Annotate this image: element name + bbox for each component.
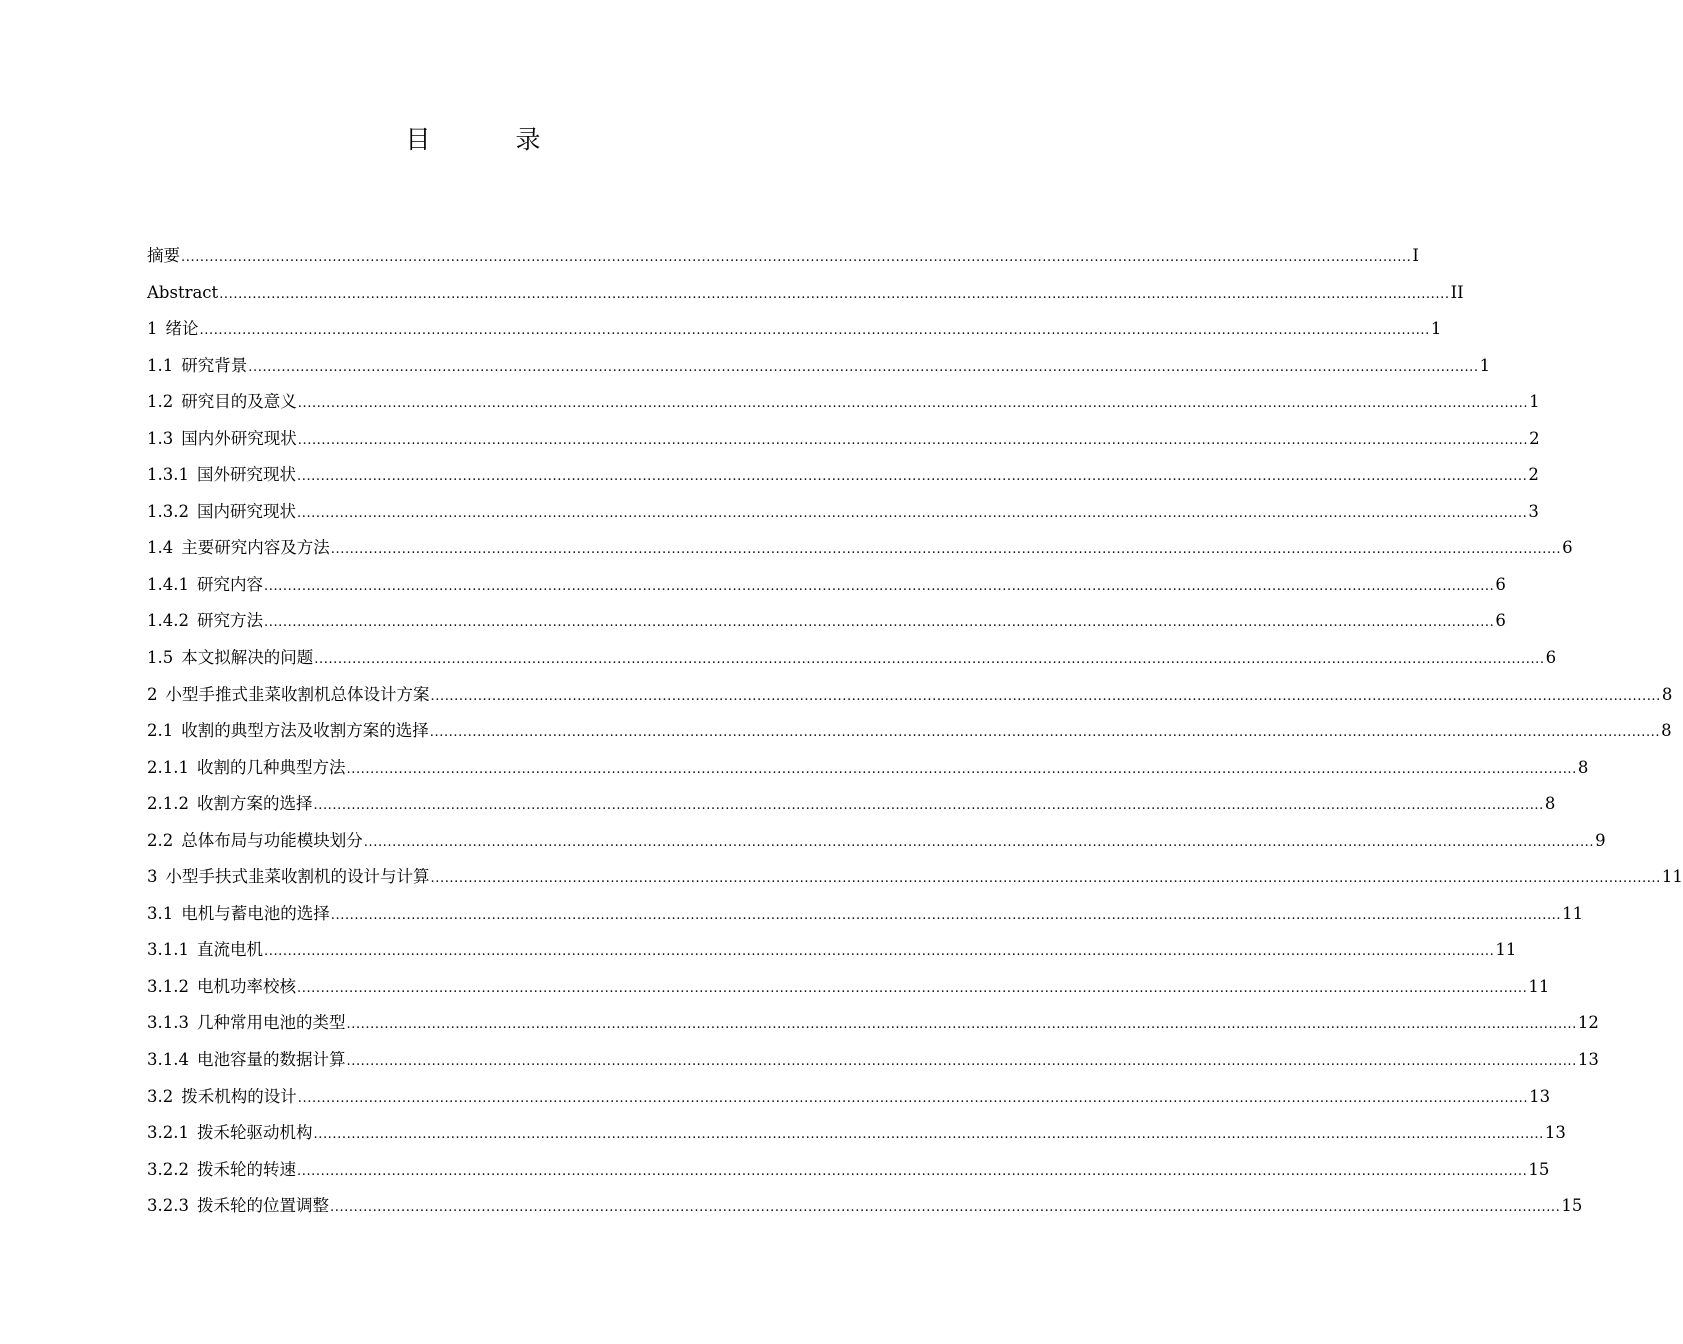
toc-entry-number: 3.2.1 [147,1123,189,1143]
toc-entry-page-number: 15 [1528,1159,1550,1179]
toc-entry-title: 本文拟解决的问题 [181,648,314,668]
dot-leader: .................................................................................................................................................................................................................................................................... [313,798,1544,814]
toc-entry-page-number: 8 [1661,684,1673,704]
toc-entry-title: 国内外研究现状 [181,428,297,448]
toc-entry[interactable] [147,348,1491,385]
toc-entry-title: 小型手推式韭菜收割机总体设计方案 [165,684,430,704]
dot-leader: .................................................................................................................................................................................................................................................................... [329,1200,1561,1216]
toc-entry[interactable] [147,384,1540,421]
toc-entry-page-number: 13 [1529,1086,1551,1106]
dot-leader: .................................................................................................................................................................................................................................................................... [199,323,1430,339]
toc-entry-number: 3.1.3 [147,1013,189,1033]
toc-entry-title: 拨禾机构的设计 [181,1086,297,1106]
toc-entry[interactable] [147,896,1584,933]
toc-entry[interactable] [147,603,1506,640]
dot-leader: .................................................................................................................................................................................................................................................................... [296,505,1528,521]
toc-entry-page-number: 2 [1529,428,1540,448]
toc-entry-number: 3.2 [147,1086,174,1106]
dot-leader: .................................................................................................................................................................................................................................................................... [297,396,1529,412]
toc-entry-page-number: 2 [1528,465,1539,485]
toc-entry-number: 2 [147,684,158,704]
dot-leader: .................................................................................................................................................................................................................................................................... [363,834,1595,850]
toc-entry-page-number: 13 [1544,1123,1566,1143]
toc-entry-title: 研究方法 [196,611,263,631]
toc-entry-number: 2.2 [147,830,174,850]
toc-entry[interactable] [147,275,1464,312]
dot-leader: .................................................................................................................................................................................................................................................................... [181,250,1412,265]
toc-entry-page-number: 11 [1661,867,1683,887]
dot-leader: .................................................................................................................................................................................................................................................................... [296,1163,1528,1179]
toc-entry-page-number: 1 [1529,392,1540,412]
toc-entry[interactable] [147,859,1683,896]
toc-entry-number: 1.2 [147,392,174,412]
dot-leader: .................................................................................................................................................................................................................................................................... [346,1054,1577,1070]
toc-entry[interactable] [147,1005,1599,1042]
toc-entry-page-number: 6 [1495,574,1506,594]
toc-entry-title: 电池容量的数据计算 [196,1050,346,1070]
dot-leader: .................................................................................................................................................................................................................................................................... [430,871,1661,887]
toc-entry[interactable] [147,823,1606,860]
dot-leader: .................................................................................................................................................................................................................................................................... [297,432,1529,448]
toc-entry-number: 3.2.3 [147,1196,189,1216]
toc-entry-title: 拨禾轮驱动机构 [196,1123,313,1143]
toc-entry[interactable] [147,311,1442,348]
toc-entry-number: 3.2.2 [147,1159,189,1179]
toc-entry-title: 研究内容 [196,574,263,594]
toc-entry-title: 绪论 [165,319,199,339]
dot-leader: .................................................................................................................................................................................................................................................................... [263,944,1495,960]
dot-leader: .................................................................................................................................................................................................................................................................... [346,1017,1577,1033]
dot-leader: .................................................................................................................................................................................................................................................................... [314,652,1545,668]
toc-entry[interactable] [147,567,1506,604]
toc-entry[interactable] [147,494,1539,531]
toc-entry[interactable] [147,530,1573,567]
toc-entry-page-number: 6 [1545,648,1557,668]
toc-entry[interactable] [147,750,1589,787]
toc-entry-number: 3.1.2 [147,976,189,996]
toc-entry[interactable] [147,238,1419,275]
toc-entry-title: 小型手扶式韭菜收割机的设计与计算 [165,867,430,887]
toc-entry-title: 收割方案的选择 [196,794,313,814]
toc-entry-title: 研究背景 [181,355,248,375]
dot-leader: .................................................................................................................................................................................................................................................................... [330,542,1562,558]
toc-entry-title: 国外研究现状 [196,465,296,485]
toc-entry-page-number: 8 [1544,794,1556,814]
toc-entry-number: 2.1.1 [147,757,189,777]
toc-entry-page-number: 11 [1495,940,1517,960]
toc-entry-title: 几种常用电池的类型 [196,1013,346,1033]
dot-leader: .................................................................................................................................................................................................................................................................... [263,615,1495,631]
toc-entry-number: 3.1 [147,903,174,923]
dot-leader: .................................................................................................................................................................................................................................................................... [313,1127,1544,1143]
dot-leader: .................................................................................................................................................................................................................................................................... [430,688,1661,704]
toc-entry-title: 收割的典型方法及收割方案的选择 [181,721,429,741]
toc-entry-number: 1 [147,319,158,339]
toc-entry-page-number: 13 [1577,1050,1599,1070]
toc-entry[interactable] [147,713,1672,750]
toc-entry-page-number: 8 [1577,757,1589,777]
page-title: 目 录 [405,125,571,154]
toc-entry-title: 拨禾轮的位置调整 [196,1196,329,1216]
toc-entry-page-number: 12 [1577,1013,1599,1033]
dot-leader: .................................................................................................................................................................................................................................................................... [297,1090,1529,1106]
toc-entry-number: 3 [147,867,158,887]
toc-entry-number: 1.1 [147,355,174,375]
toc-entry-number: 2.1 [147,721,174,741]
toc-entry-title: 主要研究内容及方法 [181,538,330,558]
toc-entry-page-number: 15 [1561,1196,1583,1216]
toc-entry[interactable] [147,677,1673,714]
toc-entry-title: 摘要 [147,246,180,265]
toc-entry-title: 收割的几种典型方法 [196,757,346,777]
toc-entry[interactable] [147,969,1550,1006]
dot-leader: .................................................................................................................................................................................................................................................................... [296,980,1528,996]
toc-entry[interactable] [147,421,1540,458]
toc-entry[interactable] [147,1079,1551,1116]
toc-entry-page-number: 9 [1595,830,1606,850]
toc-entry-number: 1.5 [147,648,174,668]
toc-entry-page-number: 1 [1479,355,1491,375]
toc-entry-title: Abstract [147,282,219,302]
dot-leader: .................................................................................................................................................................................................................................................................... [296,469,1528,485]
dot-leader: .................................................................................................................................................................................................................................................................... [219,286,1450,302]
toc-entry-number: 1.4.2 [147,611,189,631]
toc-entry-title: 拨禾轮的转速 [196,1159,296,1179]
table-of-contents [147,238,1683,1225]
dot-leader: .................................................................................................................................................................................................................................................................... [330,907,1562,923]
toc-entry-page-number: 11 [1562,903,1584,923]
toc-entry[interactable] [147,1188,1583,1225]
toc-entry-number: 1.4 [147,538,174,558]
toc-entry-number: 3.1.4 [147,1050,189,1070]
dot-leader: .................................................................................................................................................................................................................................................................... [429,725,1661,741]
toc-entry-page-number: 6 [1562,538,1573,558]
toc-entry-number: 1.3 [147,428,174,448]
toc-entry-page-number: II [1450,282,1464,302]
toc-entry-title: 直流电机 [196,940,263,960]
toc-entry-number: 2.1.2 [147,794,189,814]
toc-entry-title: 电机与蓄电池的选择 [181,903,330,923]
toc-entry-page-number: 11 [1528,976,1550,996]
dot-leader: .................................................................................................................................................................................................................................................................... [263,578,1495,594]
toc-entry-title: 研究目的及意义 [181,392,297,412]
toc-entry[interactable] [147,1152,1550,1189]
toc-entry[interactable] [147,640,1557,677]
toc-entry-page-number: I [1412,246,1419,265]
toc-entry-title: 国内研究现状 [196,501,296,521]
toc-entry-title: 电机功率校核 [196,976,296,996]
toc-entry-page-number: 1 [1430,319,1442,339]
toc-entry-page-number: 3 [1528,501,1539,521]
toc-entry[interactable] [147,786,1556,823]
toc-entry[interactable] [147,1115,1566,1152]
toc-entry-page-number: 8 [1661,721,1672,741]
toc-entry-number: 1.3.2 [147,501,189,521]
toc-entry[interactable] [147,457,1539,494]
dot-leader: .................................................................................................................................................................................................................................................................... [346,761,1577,777]
toc-entry-number: 3.1.1 [147,940,189,960]
toc-entry-number: 1.4.1 [147,574,189,594]
toc-entry[interactable] [147,932,1517,969]
toc-entry[interactable] [147,1042,1599,1079]
toc-entry-number: 1.3.1 [147,465,189,485]
dot-leader: .................................................................................................................................................................................................................................................................... [248,359,1479,375]
toc-entry-page-number: 6 [1495,611,1506,631]
toc-entry-title: 总体布局与功能模块划分 [181,830,363,850]
